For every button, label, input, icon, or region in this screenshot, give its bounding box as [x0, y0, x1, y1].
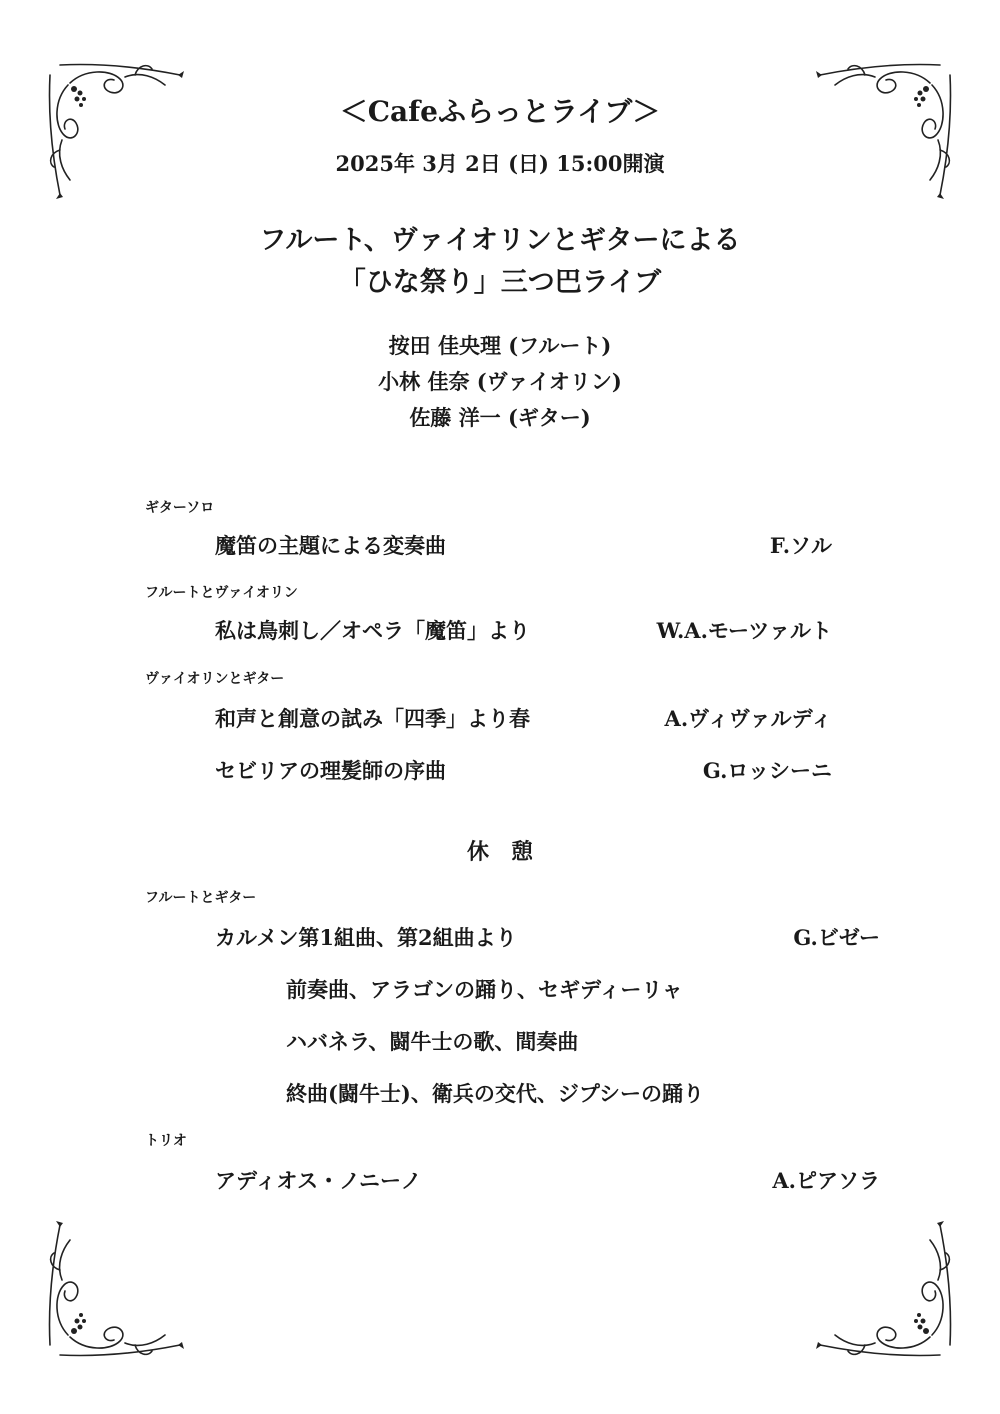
event-date: 2025年 3月 2日 (日) 15:00開演 — [335, 151, 665, 176]
piece-title: カルメン第1組曲、第2組曲より — [215, 925, 517, 950]
movement-list-item: 前奏曲、アラゴンの踊り、セギディーリャ — [286, 977, 683, 1002]
concert-title-line2: 「ひな祭り」三つ巴ライブ — [338, 267, 662, 298]
performer-violin: 小林 佳奈 (ヴァイオリン) — [378, 369, 622, 394]
piece-title: 私は鳥刺し／オペラ「魔笛」より — [215, 618, 530, 643]
corner-ornament-bottom-right-icon — [810, 1215, 960, 1365]
piece-composer: W.A.モーツァルト — [656, 618, 832, 643]
event-title: ＜Cafeふらっとライブ＞ — [339, 95, 661, 128]
section-label-violin-guitar: ヴァイオリンとギター — [145, 671, 285, 687]
piece-title: 和声と創意の試み「四季」より春 — [215, 706, 530, 731]
corner-ornament-top-right-icon — [810, 55, 960, 205]
performer-flute: 按田 佳央理 (フルート) — [388, 333, 612, 358]
section-label-trio: トリオ — [145, 1133, 187, 1149]
piece-composer: A.ヴィヴァルディ — [664, 706, 832, 731]
concert-title-line1: フルート、ヴァイオリンとギターによる — [259, 225, 741, 256]
intermission-label: 休 憩 — [466, 839, 533, 865]
piece-title: アディオス・ノニーノ — [215, 1168, 422, 1193]
performer-guitar: 佐藤 洋一 (ギター) — [409, 405, 591, 430]
piece-title: セビリアの理髪師の序曲 — [215, 758, 446, 783]
section-label-flute-violin: フルートとヴァイオリン — [145, 585, 298, 601]
piece-composer: A.ピアソラ — [772, 1168, 880, 1193]
piece-title: 魔笛の主題による変奏曲 — [215, 533, 446, 558]
corner-ornament-bottom-left-icon — [40, 1215, 190, 1365]
section-label-flute-guitar: フルートとギター — [145, 890, 257, 906]
piece-composer: F.ソル — [769, 533, 832, 558]
piece-composer: G.ロッシーニ — [702, 758, 832, 783]
section-label-guitar-solo: ギターソロ — [145, 500, 215, 516]
corner-ornament-top-left-icon — [40, 55, 190, 205]
movement-list-item: ハバネラ、闘牛士の歌、間奏曲 — [286, 1029, 579, 1054]
movement-list-item: 終曲(闘牛士)、衛兵の交代、ジプシーの踊り — [286, 1081, 705, 1106]
piece-composer: G.ビゼー — [793, 925, 880, 950]
